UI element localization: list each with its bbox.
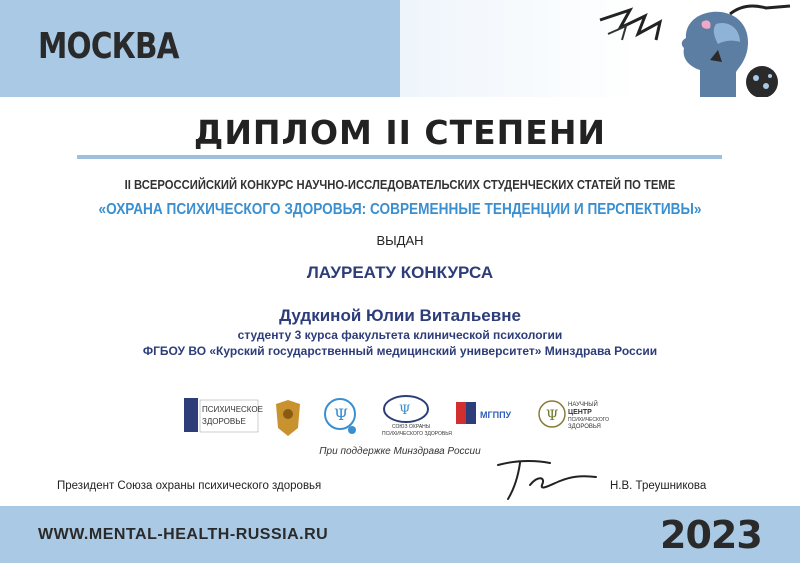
title-underline <box>77 155 722 159</box>
support-text: При поддержке Минздрава России <box>319 446 481 457</box>
mental-health-research-center-logo <box>539 400 609 430</box>
psychology-society-logo <box>325 399 356 434</box>
svg-text:НАУЧНЫЙ: НАУЧНЫЙ <box>568 402 598 408</box>
svg-text:Ψ: Ψ <box>399 403 411 418</box>
year-label: 2023 <box>660 513 762 557</box>
partner-logos <box>180 394 640 440</box>
mental-health-journal-logo <box>184 398 263 432</box>
recipient-name: Дудкиной Юлии Витальевне <box>279 306 521 325</box>
head-silhouette-icon <box>590 0 800 97</box>
president-title: Президент Союза охраны психического здоровья <box>57 480 322 492</box>
svg-text:СОЮЗ ОХРАНЫ: СОЮЗ ОХРАНЫ <box>392 424 431 430</box>
svg-text:МГППУ: МГППУ <box>480 410 512 420</box>
mental-health-union-logo <box>382 396 452 437</box>
website-url: WWW.MENTAL-HEALTH-RUSSIA.RU <box>38 526 329 543</box>
handwritten-signature <box>490 455 600 503</box>
svg-text:Ψ: Ψ <box>546 408 559 424</box>
recipient-university: ФГБОУ ВО «Курский государственный медицинский университет» Минздрава России <box>142 344 658 358</box>
svg-text:ПСИХИЧЕСКОЕ: ПСИХИЧЕСКОЕ <box>202 405 263 414</box>
svg-text:ЗДОРОВЬЯ: ЗДОРОВЬЯ <box>568 424 601 430</box>
mgppu-logo <box>456 402 512 424</box>
coat-of-arms-logo <box>276 400 300 436</box>
recipient-status: студенту 3 курса факультета клинической психологии <box>237 328 563 342</box>
issued-label: ВЫДАН <box>376 233 424 248</box>
signatory-name: Н.В. Треушникова <box>610 480 707 492</box>
city-title: МОСКВА <box>38 26 179 67</box>
svg-text:ЗДОРОВЬЕ: ЗДОРОВЬЕ <box>202 417 246 426</box>
svg-text:Ψ: Ψ <box>334 405 349 424</box>
contest-line: II ВСЕРОССИЙСКИЙ КОНКУРС НАУЧНО-ИССЛЕДОВАТЕЛЬСКИХ СТУДЕНЧЕСКИХ СТАТЕЙ ПО ТЕМЕ <box>124 178 676 192</box>
svg-text:ПСИХИЧЕСКОГО: ПСИХИЧЕСКОГО <box>568 417 610 423</box>
diploma-title: ДИПЛОМ II СТЕПЕНИ <box>193 113 607 152</box>
contest-theme: «ОХРАНА ПСИХИЧЕСКОГО ЗДОРОВЬЯ: СОВРЕМЕННЫЕ ТЕНДЕНЦИИ И ПЕРСПЕКТИВЫ» <box>98 201 702 218</box>
svg-text:ЦЕНТР: ЦЕНТР <box>568 409 592 416</box>
svg-text:ПСИХИЧЕСКОГО ЗДОРОВЬЯ: ПСИХИЧЕСКОГО ЗДОРОВЬЯ <box>382 431 452 437</box>
laureate-label: ЛАУРЕАТУ КОНКУРСА <box>306 263 494 282</box>
